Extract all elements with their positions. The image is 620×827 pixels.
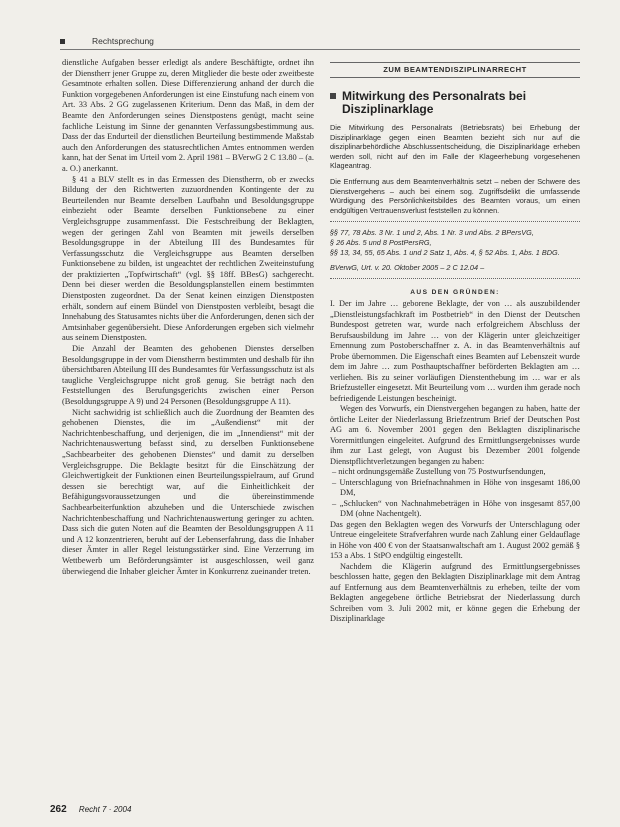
lead-paragraph: Die Mitwirkung des Personalrats (Betriebsrats) bei Erhebung der Disziplinarklage gegen einen Beamten bezieht sich nur auf die disziplinarbehördliche Abschlussentscheidung, die Disziplinarklage erheben werden soll, nicht auf den im Falle der Klageerhebung vorgesehenen Klageantrag.: [330, 123, 580, 171]
header-rule: [60, 49, 580, 50]
body-paragraph: Wegen des Vorwurfs, ein Dienstvergehen begangen zu haben, hatte der örtliche Leiter der Niederlassung Briefzentrum Brief der Deutschen Post AG am 6. November 2001 gegen den Beklagten disziplinarische Vorermittlungen eingeleitet. Aufgrund des Ermittlungsergebnisses wurde ihm zur Last gelegt, von August bis Dezember 2001 folgende Dienstpflichtverletzungen begangen zu haben:: [330, 404, 580, 466]
list-item: – „Schlucken“ von Nachnahmebeträgen in Höhe von insgesamt 857,00 DM (ohne Nachentgelt).: [340, 499, 580, 520]
dotted-divider: [330, 221, 580, 222]
charges-list: [330, 467, 580, 520]
page-footer: [50, 804, 131, 815]
article-title: [330, 90, 580, 116]
list-item: – nicht ordnungsgemäße Zustellung von 75 Postwurfsendungen,: [340, 467, 580, 478]
body-paragraph: Das gegen den Beklagten wegen des Vorwurfs der Unterschlagung oder Untreue eingeleitete Strafverfahren wurde nach Zahlung einer Geldauflage in Höhe von 400 € von der Staatsanwaltschaft am 1. August 2002 gemäß § 153 a Abs. 1 StPO endgültig eingestellt.: [330, 519, 580, 561]
section-band: ZUM BEAMTENDISZIPLINARRECHT: [330, 62, 580, 78]
left-paragraph: dienstliche Aufgaben besser erledigt als andere Beschäftigte, ordnet ihn der Dienstherr jener Gruppe zu, deren Mitglieder die beste oder zweitbeste Gesamtnote erhalten sollen. Diese Differenzierung anhand der durch die Funktion vorgegebenen Anforderungen ist eine Einstufung nach einem von Art. 33 Abs. 2 GG zugelassenen Kriterium. Denn das Maß, in dem der Beamte den Anforderungen seines Dienstpostens genügt, macht seine fachliche Leistung im Sinne der genannten Verfassungsbestimmung aus. Dass der das Endurteil der dienstlichen Beurteilung bestimmende Maßstab auch den Anforderungen des statusrechtlichen Amtes entnommen werden kann, hat der Senat im Urteil vom 2. April 1981 – BVerwG 2 C 13.80 – (a. a. O.) anerkannt.: [62, 58, 314, 173]
statute-reference: §§ 13, 34, 55, 65 Abs. 1 und 2 Satz 1, Abs. 4, § 52 Abs. 1, Abs. 1 BDG.: [330, 247, 560, 257]
statute-references: [330, 228, 580, 257]
lead-paragraph: Die Entfernung aus dem Beamtenverhältnis setzt – neben der Schwere des Dienstvergehens – auch bei einem sog. Zugriffsdelikt die umfassende Würdigung des Persönlichkeitsbildes des Beamten voraus, um einen endgültigen Vertrauensverlust feststellen zu können.: [330, 176, 580, 215]
left-column: [62, 58, 314, 798]
page-header: [60, 36, 580, 50]
header-square-icon: [60, 39, 65, 44]
right-column: [330, 58, 580, 806]
statute-reference: § 26 Abs. 5 und 8 PostPersRG,: [330, 237, 432, 247]
body-paragraph: I. Der im Jahre … geborene Beklagte, der von … als auszubildender „Dienstleistungsfachkraft im Postbetrieb“ in den Dienst der Deutschen Bundespost getreten war, wurde nach erfolgreichem Abschluss der Berufsausbildung im Jahre … von der Klägerin unter gleichzeitiger Ernennung zum Postoberschaffner z. A. in das Beamtenverhältnis auf Probe übernommen. Die Eigenschaft eines Beamten auf Lebenszeit wurde dem im Jahre … zum Posthauptschaffner beförderten Beklagten am … verliehen. Bis zu seiner vorläufigen Dienstenthebung im … war er als Briefzusteller eingesetzt. Mit Beurteilung vom … wurden ihm gerade noch befriedigende Leistungen bescheinigt.: [330, 299, 580, 403]
left-paragraph: Nicht sachwidrig ist schließlich auch die Zuordnung der Beamten des gehobenen Dienstes, die im „Außendienst“ mit der Nachrichtenbeschaffung, und derjenigen, die im „Innendienst“ mit der Nachrichtenauswertung befasst sind, zu derselben Funktionsebene „Sachbearbeiter des gehobenen Dienstes“ und damit zu derselben Vergleichsgruppe. Die Beklagte besitzt für die Einschätzung der Gleichwertigkeit der Funktionen einen Beurteilungsspielraum, auf Grund dessen sie berechtigt war, auf die Einheitlichkeit der Befähigungsvoraussetzungen und die übereinstimmende Sachbearbeiterfunktion abzuheben und die Unterschiede zwischen Nachrichtenbeschaffung und Nachrichtenauswertung geringer zu achten. Dass sich die guten Noten auf die Beamten der Besoldungsgruppen A 11 und A 12 konzentrieren, beruht auf der Lebenserfahrung, dass die Inhaber dieser Ämter in aller Regel leistungsstärker sind. Eine Verzerrung im Wettbewerb um Beförderungsämter ist ausgeschlossen, weil ganz überwiegend die Inhaber gleicher Ämter in Konkurrenz zueinander treten.: [62, 407, 314, 576]
dotted-divider: [330, 278, 580, 279]
section-title: Rechtsprechung: [92, 36, 154, 46]
list-item: – Unterschlagung von Briefnachnahmen in Höhe von insgesamt 186,00 DM,: [340, 478, 580, 499]
left-paragraph: § 41 a BLV stellt es in das Ermessen des Dienstherrn, ob er zwecks Bildung der den Richtwerten zuzuordnenden Kontingente der zu Beurteilenden nur Beamte derselben Laufbahn und Besoldungsgruppe einbezieht oder Beamte derselben Funktionsebene zu einer Vergleichsgruppe zusammenfasst. Die Festschreibung der Beklagten, wegen der geringen Zahl von Beamten mit jeweils derselben Besoldungsgruppe in der Abteilung III des Bundesamtes für Verfassungsschutz die Vergleichsgruppe aus Beamten derselben Funktionsebene zu bilden, ist ungeachtet der rechtlichen Zweiteinstufung der praktizierten „Topfwirtschaft“ (vgl. §§ 18ff. BBesG) sachgerecht. Denn bei dieser werden die Besoldungsplanstellen einem bestimmten Dienstposten zugeordnet. Da der Senat keinen einzigen Dienstposten erhält, sondern auf einem Bündel von Dienstposten verbleibt, besagt die Innehabung des Statusamtes nichts über die Anforderungen, denen sich der Amtsinhaber gegenübersieht. Diese Anforderungen ergeben sich vielmehr aus seinem Dienstposten.: [62, 174, 314, 343]
title-square-icon: [330, 93, 336, 99]
right-body: [330, 299, 580, 625]
journal-name: Recht 7 · 2004: [78, 805, 132, 814]
body-paragraph: Nachdem die Klägerin aufgrund des Ermittlungsergebnisses beschlossen hatte, gegen den Beklagten Disziplinarklage mit dem Antrag auf Entfernung aus dem Beamtenverhältnis zu erheben, teilte der vom Beklagten angegebene örtliche Betriebsrat der Niederlassung durch Schreiben vom 3. Juli 2002 mit, er könne gegen die Erhebung der Disziplinarklage: [330, 561, 580, 624]
reasons-heading: AUS DEN GRÜNDEN:: [410, 289, 500, 297]
page-number: 262: [50, 804, 67, 815]
statute-reference: §§ 77, 78 Abs. 3 Nr. 1 und 2, Abs. 1 Nr. 3 und Abs. 2 BPersVG,: [330, 228, 534, 238]
court-reference: BVerwG, Urt. v. 20. Oktober 2005 – 2 C 12.04 –: [330, 263, 485, 273]
article-title-text: Mitwirkung des Personalrats bei Disziplinarklage: [342, 89, 527, 116]
lead-block: [330, 123, 580, 215]
left-paragraph: Die Anzahl der Beamten des gehobenen Dienstes derselben Besoldungsgruppe in der vom Dienstherrn bestimmten und deshalb für ihn übersichtbaren Abteilung III des Bundesamtes für Verfassungsschutz ist als taugliche Vergleichsgruppe nicht groß genug. Sie beträgt nach den Feststellungen des Berufungsgerichts zwischen einer Person (Besoldungsgruppe A 9) und 24 Personen (Besoldungsgruppe A 11).: [62, 344, 314, 406]
